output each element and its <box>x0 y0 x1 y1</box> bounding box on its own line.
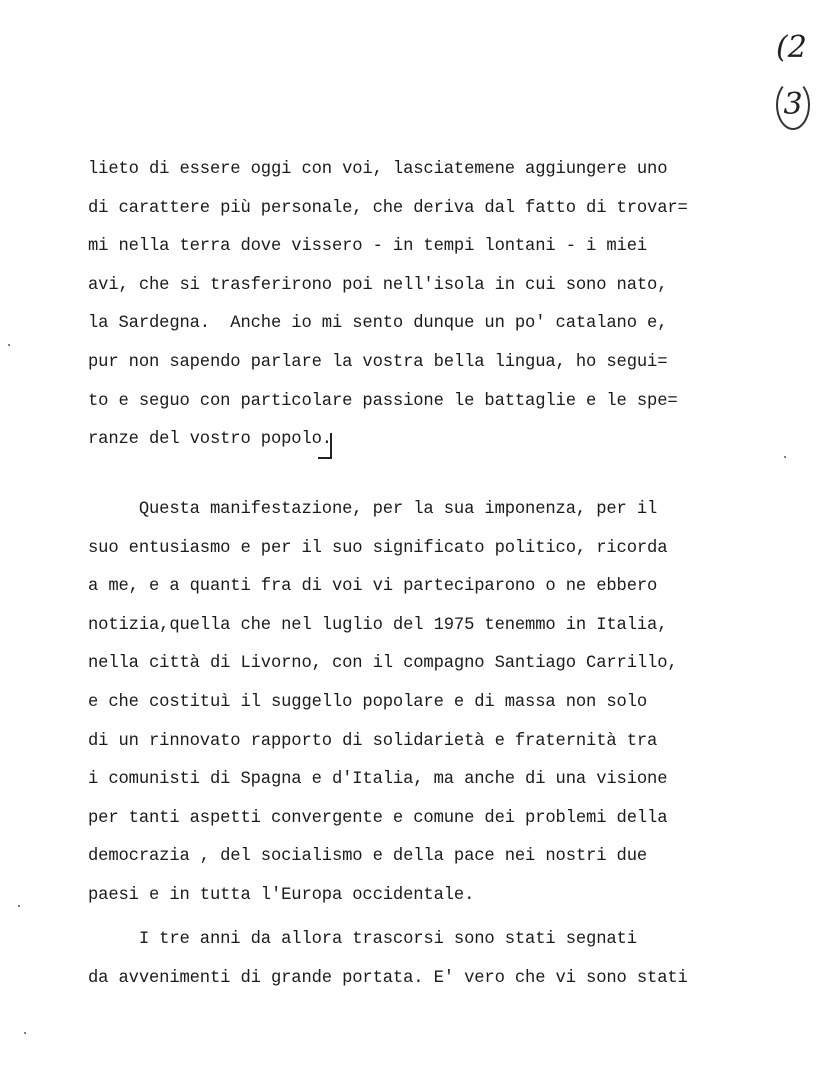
text-line: da avvenimenti di grande portata. E' vero che vi sono stati <box>88 968 688 988</box>
text-line: a me, e a quanti fra di voi vi parteciparono o ne ebbero <box>88 577 658 597</box>
text-line: to e seguo con particolare passione le battaglie e le spe= <box>88 391 678 411</box>
text-line: di un rinnovato rapporto di solidarietà e fraternità tra <box>88 731 658 751</box>
text-line: I tre anni da allora trascorsi sono stati segnati <box>88 930 637 949</box>
text-line: suo entusiasmo e per il suo significato politico, ricorda <box>88 538 668 558</box>
handwritten-page-mark: (2 <box>776 30 807 65</box>
text-line: avi, che si trasferirono poi nell'isola in cui sono nato, <box>88 275 668 295</box>
text-line: lieto di essere oggi con voi, lasciatemene aggiungere uno <box>88 160 668 179</box>
scan-speck <box>18 905 20 907</box>
text-line: notizia,quella che nel luglio del 1975 tenemmo in Italia, <box>88 615 668 635</box>
text-line: e che costituì il suggello popolare e di massa non solo <box>88 693 648 712</box>
text-line: mi nella terra dove vissero - in tempi lontani - i miei <box>88 237 648 257</box>
text-line: democrazia , del socialismo e della pace nei nostri due <box>88 847 648 867</box>
text-line: la Sardegna. Anche io mi sento dunque un po' catalano e, <box>88 314 668 334</box>
text-line: pur non sapendo parlare la vostra bella lingua, ho segui= <box>88 353 668 372</box>
text-line: per tanti aspetti convergente e comune dei problemi della <box>88 808 668 828</box>
text-line: paesi e in tutta l'Europa occidentale. <box>88 886 475 905</box>
scan-speck <box>784 456 786 458</box>
text-line: i comunisti di Spagna e d'Italia, ma anche di una visione <box>88 770 668 790</box>
circled-page-number: 3 <box>776 80 810 130</box>
text-line: di carattere più personale, che deriva dal fatto di trovar= <box>88 198 688 218</box>
text-line: Questa manifestazione, per la sua imponenza, per il <box>88 500 658 519</box>
scan-speck <box>24 1032 26 1034</box>
text-line: ranze del vostro popolo. <box>88 430 332 450</box>
text-line: nella città di Livorno, con il compagno Santiago Carrillo, <box>88 654 678 674</box>
scan-speck <box>8 344 10 346</box>
handwritten-bracket <box>318 433 332 459</box>
